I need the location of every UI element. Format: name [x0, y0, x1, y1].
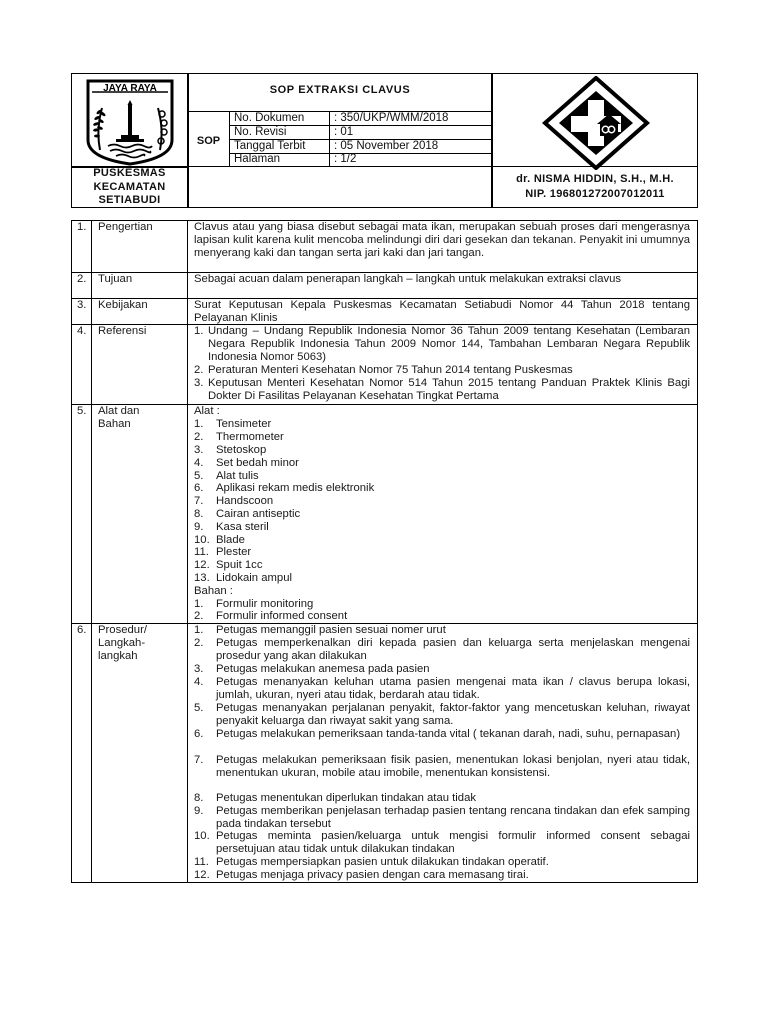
- row-number-kebijakan: 3.: [77, 299, 87, 311]
- prosedur-step-number: 3.: [194, 663, 204, 675]
- prosedur-step: [194, 805, 690, 831]
- prosedur-step-text: Petugas melakukan anemesa pada pasien: [216, 663, 430, 675]
- alat-heading: Alat :: [194, 405, 220, 417]
- alat-item-text: Set bedah minor: [216, 457, 299, 469]
- prosedur-step-text: Petugas menjaga privacy pasien dengan cara memasang tirai.: [216, 869, 529, 881]
- prosedur-step-text: Petugas meminta pasien/keluarga untuk mengisi formulir informed consent sebagai persetujuan atau tidak untuk dilakukan tindakan: [216, 830, 690, 855]
- prosedur-step-number: 10.: [194, 830, 210, 842]
- meta-value-tanggal-terbit: : 05 November 2018: [334, 140, 439, 152]
- bahan-item-text: Formulir informed consent: [216, 610, 348, 622]
- referensi-item: [194, 364, 690, 377]
- referensi-item-text: Peraturan Menteri Kesehatan Nomor 75 Tahun 2014 tentang Puskesmas: [208, 364, 573, 376]
- bahan-item-number: 2.: [194, 610, 204, 622]
- prosedur-step: [194, 702, 690, 728]
- alat-item-text: Kasa steril: [216, 521, 269, 533]
- row-text-tujuan: Sebagai acuan dalam penerapan langkah – langkah untuk melakukan extraksi clavus: [194, 273, 622, 285]
- row-label-line: langkah: [98, 650, 138, 662]
- row-label-kebijakan: Kebijakan: [98, 299, 148, 311]
- row-text-kebijakan: Surat Keputusan Kepala Puskesmas Kecamatan Setiabudi Nomor 44 Tahun 2018 tentang Pelayanan Klinis: [194, 299, 690, 324]
- table-col-divider-label: [187, 220, 188, 883]
- bahan-item-number: 1.: [194, 598, 204, 610]
- prosedur-step-number: 4.: [194, 676, 204, 688]
- alat-item: [194, 444, 266, 457]
- alat-item: [194, 431, 284, 444]
- row-label-prosedur: [98, 624, 147, 663]
- bahan-heading: Bahan :: [194, 585, 233, 597]
- referensi-item-text: Keputusan Menteri Kesehatan Nomor 514 Tahun 2015 tentang Panduan Praktek Klinis Bagi Dokter Di Fasilitas Pelayanan Kesehatan Tingkat Pertama: [208, 377, 690, 402]
- alat-item-text: Spuit 1cc: [216, 559, 263, 571]
- table-col-divider-number: [91, 220, 92, 883]
- row-label-line: Prosedur/: [98, 624, 147, 636]
- alat-item: [194, 482, 374, 495]
- meta-label-no-dokumen: No. Dokumen: [234, 112, 305, 124]
- row-label-referensi: Referensi: [98, 325, 147, 337]
- referensi-item-text: Undang – Undang Republik Indonesia Nomor 36 Tahun 2009 tentang Kesehatan (Lembaran Negara Republik Indonesia Tahun 2009 Nomor 144, Tambahan Lembaran Negara Republik Indonesia Nomor 5063): [208, 325, 690, 363]
- row-label-line: Langkah-: [98, 637, 146, 649]
- alat-item: [194, 559, 262, 572]
- prosedur-step-text: Petugas melakukan pemeriksaan fisik pasien, menentukan lokasi benjolan, nyeri atau tidak, menentukan ukuran, mobile atau imobile, menentukan konsistensi.: [216, 754, 690, 779]
- alat-item-text: Thermometer: [216, 431, 284, 443]
- prosedur-step-number: 5.: [194, 702, 204, 714]
- prosedur-step-number: 2.: [194, 637, 204, 649]
- alat-item: [194, 546, 251, 559]
- alat-item: [194, 495, 273, 508]
- prosedur-step: [194, 792, 690, 805]
- row-number-prosedur: 6.: [77, 624, 87, 636]
- alat-item-text: Blade: [216, 534, 245, 546]
- meta-value-no-dokumen: : 350/UKP/WMM/2018: [334, 112, 449, 124]
- prosedur-step: [194, 663, 690, 676]
- institution-line-3: SETIABUDI: [98, 194, 161, 206]
- prosedur-step: [194, 754, 690, 780]
- alat-item: [194, 508, 300, 521]
- signer-nip: NIP. 196801272007012011: [525, 187, 665, 200]
- sop-label: SOP: [196, 135, 221, 147]
- meta-label-tanggal-terbit: Tanggal Terbit: [234, 140, 306, 152]
- alat-item-number: 6.: [194, 482, 204, 494]
- prosedur-step: [194, 856, 690, 869]
- meta-label-halaman: Halaman: [234, 153, 281, 165]
- prosedur-step: [194, 637, 690, 663]
- alat-item: [194, 521, 269, 534]
- prosedur-step-text: Petugas memberikan penjelasan terhadap pasien tentang rencana tindakan dan efek samping pada tindakan tersebut: [216, 805, 690, 830]
- jaya-raya-emblem: [78, 78, 182, 166]
- institution-line-1: PUSKESMAS: [93, 167, 166, 179]
- prosedur-step: [194, 728, 690, 741]
- alat-item-number: 12.: [194, 559, 210, 571]
- alat-item-text: Cairan antiseptic: [216, 508, 301, 520]
- referensi-item-number: 2.: [194, 364, 204, 376]
- prosedur-step-number: 9.: [194, 805, 204, 817]
- referensi-item-number: 1.: [194, 325, 204, 337]
- alat-item: [194, 457, 299, 470]
- referensi-item: [194, 377, 690, 403]
- alat-item-text: Stetoskop: [216, 444, 267, 456]
- meta-label-no-revisi: No. Revisi: [234, 126, 287, 138]
- meta-value-no-revisi: : 01: [334, 126, 354, 138]
- row-text-pengertian: Clavus atau yang biasa disebut sebagai mata ikan, merupakan sebuah proses dari mengerasnya lapisan kulit karena kulit mencoba melindungi diri dari gesekan dan tekanan. Penyakit ini umumnya menyerang kaki dan tangan serta jari kaki dan jari tangan.: [194, 221, 690, 259]
- alat-item-number: 11.: [194, 546, 209, 558]
- signer-block: [492, 172, 698, 201]
- referensi-item: [194, 325, 690, 364]
- row-number-referensi: 4.: [77, 325, 87, 337]
- institution-line-2: KECAMATAN: [93, 180, 166, 193]
- prosedur-step: [194, 830, 690, 856]
- alat-item-number: 9.: [194, 521, 204, 533]
- bahan-item: [194, 610, 347, 623]
- alat-item-number: 1.: [194, 418, 204, 430]
- prosedur-step-number: 6.: [194, 728, 204, 740]
- prosedur-step-number: 1.: [194, 624, 204, 636]
- alat-item-text: Handscoon: [216, 495, 274, 507]
- alat-item-text: Alat tulis: [216, 470, 259, 482]
- prosedur-step: [194, 869, 690, 882]
- signer-name: dr. NISMA HIDDIN, S.H., M.H.: [516, 173, 674, 185]
- prosedur-step: [194, 676, 690, 702]
- referensi-item-number: 3.: [194, 377, 204, 389]
- row-number-pengertian: 1.: [77, 221, 87, 233]
- alat-item-number: 5.: [194, 470, 204, 482]
- alat-item-text: Aplikasi rekam medis elektronik: [216, 482, 375, 494]
- alat-item-text: Tensimeter: [216, 418, 272, 430]
- row-label-line: Alat dan: [98, 405, 140, 417]
- table-row-divider-4: [71, 404, 698, 405]
- alat-item-number: 13.: [194, 572, 210, 584]
- alat-item: [194, 572, 292, 585]
- prosedur-step-number: 11.: [194, 856, 209, 868]
- alat-item-number: 4.: [194, 457, 204, 469]
- alat-item-number: 3.: [194, 444, 204, 456]
- prosedur-step-text: Petugas menentukan diperlukan tindakan atau tidak: [216, 792, 477, 804]
- row-label-tujuan: Tujuan: [98, 273, 133, 285]
- puskesmas-logo: [541, 76, 651, 170]
- prosedur-step-text: Petugas memperkenalkan diri kepada pasien dan keluarga serta menjelaskan mengenai prosedur yang akan dilakukan: [216, 637, 690, 662]
- header-meta-divider: [188, 166, 492, 167]
- prosedur-step-number: 12.: [194, 869, 210, 881]
- prosedur-step-text: Petugas memanggil pasien sesuai nomer urut: [216, 624, 446, 636]
- alat-item-text: Lidokain ampul: [216, 572, 292, 584]
- prosedur-step-text: Petugas mempersiapkan pasien untuk dilakukan tindakan operatif.: [216, 856, 549, 868]
- meta-value-halaman: : 1/2: [334, 153, 357, 165]
- alat-item: [194, 418, 271, 431]
- row-label-line: Bahan: [98, 418, 131, 430]
- alat-item-number: 2.: [194, 431, 204, 443]
- bahan-item-text: Formulir monitoring: [216, 598, 314, 610]
- prosedur-step-number: 7.: [194, 754, 204, 766]
- prosedur-step: [194, 624, 690, 637]
- document-title: SOP EXTRAKSI CLAVUS: [269, 84, 411, 96]
- prosedur-step-text: Petugas menanyakan keluhan utama pasien mengenai mata ikan / clavus berupa lokasi, jumlah, ukuran, nyeri atau tidak, berdarah atau tidak.: [216, 676, 690, 701]
- alat-item-text: Plester: [216, 546, 252, 558]
- row-label-pengertian: Pengertian: [98, 221, 153, 233]
- emblem-motto: JAYA RAYA: [103, 83, 157, 94]
- prosedur-step-text: Petugas melakukan pemeriksaan tanda-tanda vital ( tekanan darah, nadi, suhu, pernapasan): [216, 728, 681, 740]
- alat-item-number: 7.: [194, 495, 204, 507]
- row-number-alat-bahan: 5.: [77, 405, 87, 417]
- prosedur-step-text: Petugas menanyakan perjalanan penyakit, faktor-faktor yang mencetuskan keluhan, riwayat penyakit keluarga dan riwayat sakit yang sama.: [216, 702, 690, 727]
- alat-item-number: 10.: [194, 534, 210, 546]
- prosedur-step-number: 8.: [194, 792, 204, 804]
- alat-item-number: 8.: [194, 508, 204, 520]
- row-label-alat-bahan: [98, 405, 139, 431]
- row-number-tujuan: 2.: [77, 273, 87, 285]
- institution-name: [71, 167, 188, 208]
